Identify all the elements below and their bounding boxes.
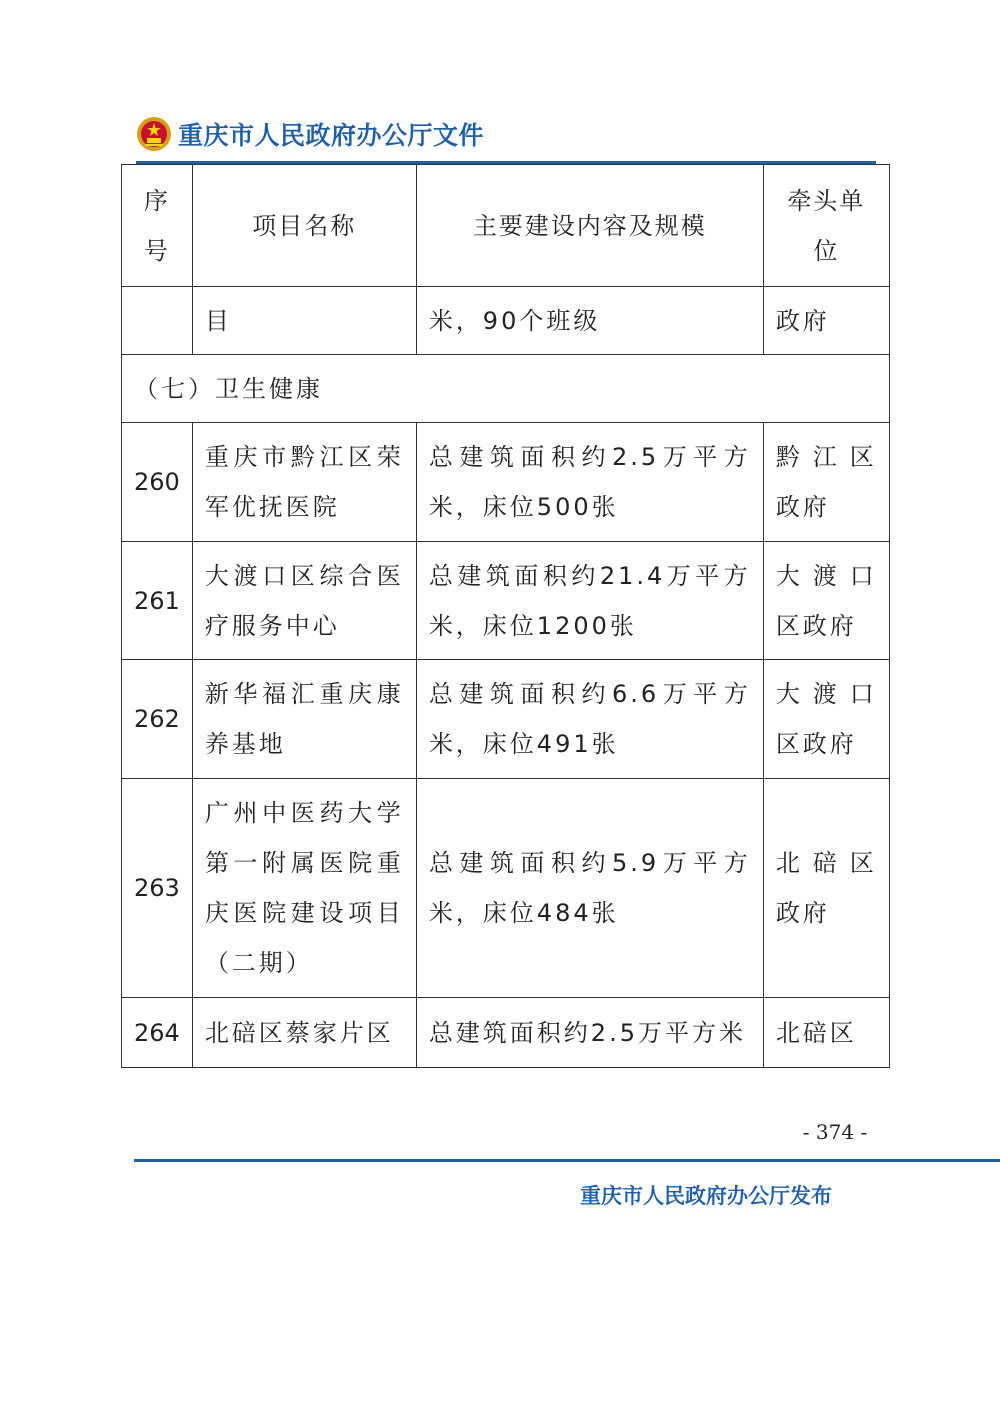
footer-divider	[134, 1159, 1000, 1162]
project-table	[121, 164, 890, 1068]
row-content: 总建筑面积约2.5万平方米，床位500张	[416, 423, 763, 542]
row-unit: 黔江区政府	[763, 423, 889, 542]
header-seq: 序号	[122, 165, 193, 287]
row-unit: 大渡口区政府	[763, 660, 889, 779]
header-name: 项目名称	[192, 165, 416, 287]
continuation-row	[122, 287, 890, 355]
row-seq: 263	[122, 779, 193, 998]
document-header	[136, 112, 484, 156]
table-row	[122, 660, 890, 779]
table-row	[122, 998, 890, 1068]
continuation-seq	[122, 287, 193, 355]
row-seq: 264	[122, 998, 193, 1068]
row-project-name: 新华福汇重庆康养基地	[192, 660, 416, 779]
header-content: 主要建设内容及规模	[416, 165, 763, 287]
row-project-name: 大渡口区综合医疗服务中心	[192, 542, 416, 660]
table-row	[122, 542, 890, 660]
row-content: 总建筑面积约5.9万平方米，床位484张	[416, 779, 763, 998]
national-emblem-icon	[136, 116, 172, 152]
header-title: 重庆市人民政府办公厅文件	[178, 121, 485, 150]
row-seq: 260	[122, 423, 193, 542]
row-unit: 大渡口区政府	[763, 542, 889, 660]
table-header-row	[122, 165, 890, 287]
continuation-name: 目	[192, 287, 416, 355]
section-row	[122, 355, 890, 423]
header-unit: 牵头单位	[763, 165, 889, 287]
row-seq: 262	[122, 660, 193, 779]
continuation-content: 米，90个班级	[416, 287, 763, 355]
row-project-name: 广州中医药大学第一附属医院重庆医院建设项目（二期）	[192, 779, 416, 998]
continuation-unit: 政府	[763, 287, 889, 355]
page-number: - 374 -	[802, 1120, 868, 1144]
table-row	[122, 779, 890, 998]
row-content: 总建筑面积约6.6万平方米，床位491张	[416, 660, 763, 779]
row-unit: 北碚区政府	[763, 779, 889, 998]
row-seq: 261	[122, 542, 193, 660]
row-content: 总建筑面积约21.4万平方米，床位1200张	[416, 542, 763, 660]
row-project-name: 重庆市黔江区荣军优抚医院	[192, 423, 416, 542]
section-label: （七）卫生健康	[122, 355, 890, 423]
row-unit: 北碚区	[763, 998, 889, 1068]
row-content: 总建筑面积约2.5万平方米	[416, 998, 763, 1068]
row-project-name: 北碚区蔡家片区	[192, 998, 416, 1068]
table-row	[122, 423, 890, 542]
footer-publisher: 重庆市人民政府办公厅发布	[580, 1183, 832, 1208]
